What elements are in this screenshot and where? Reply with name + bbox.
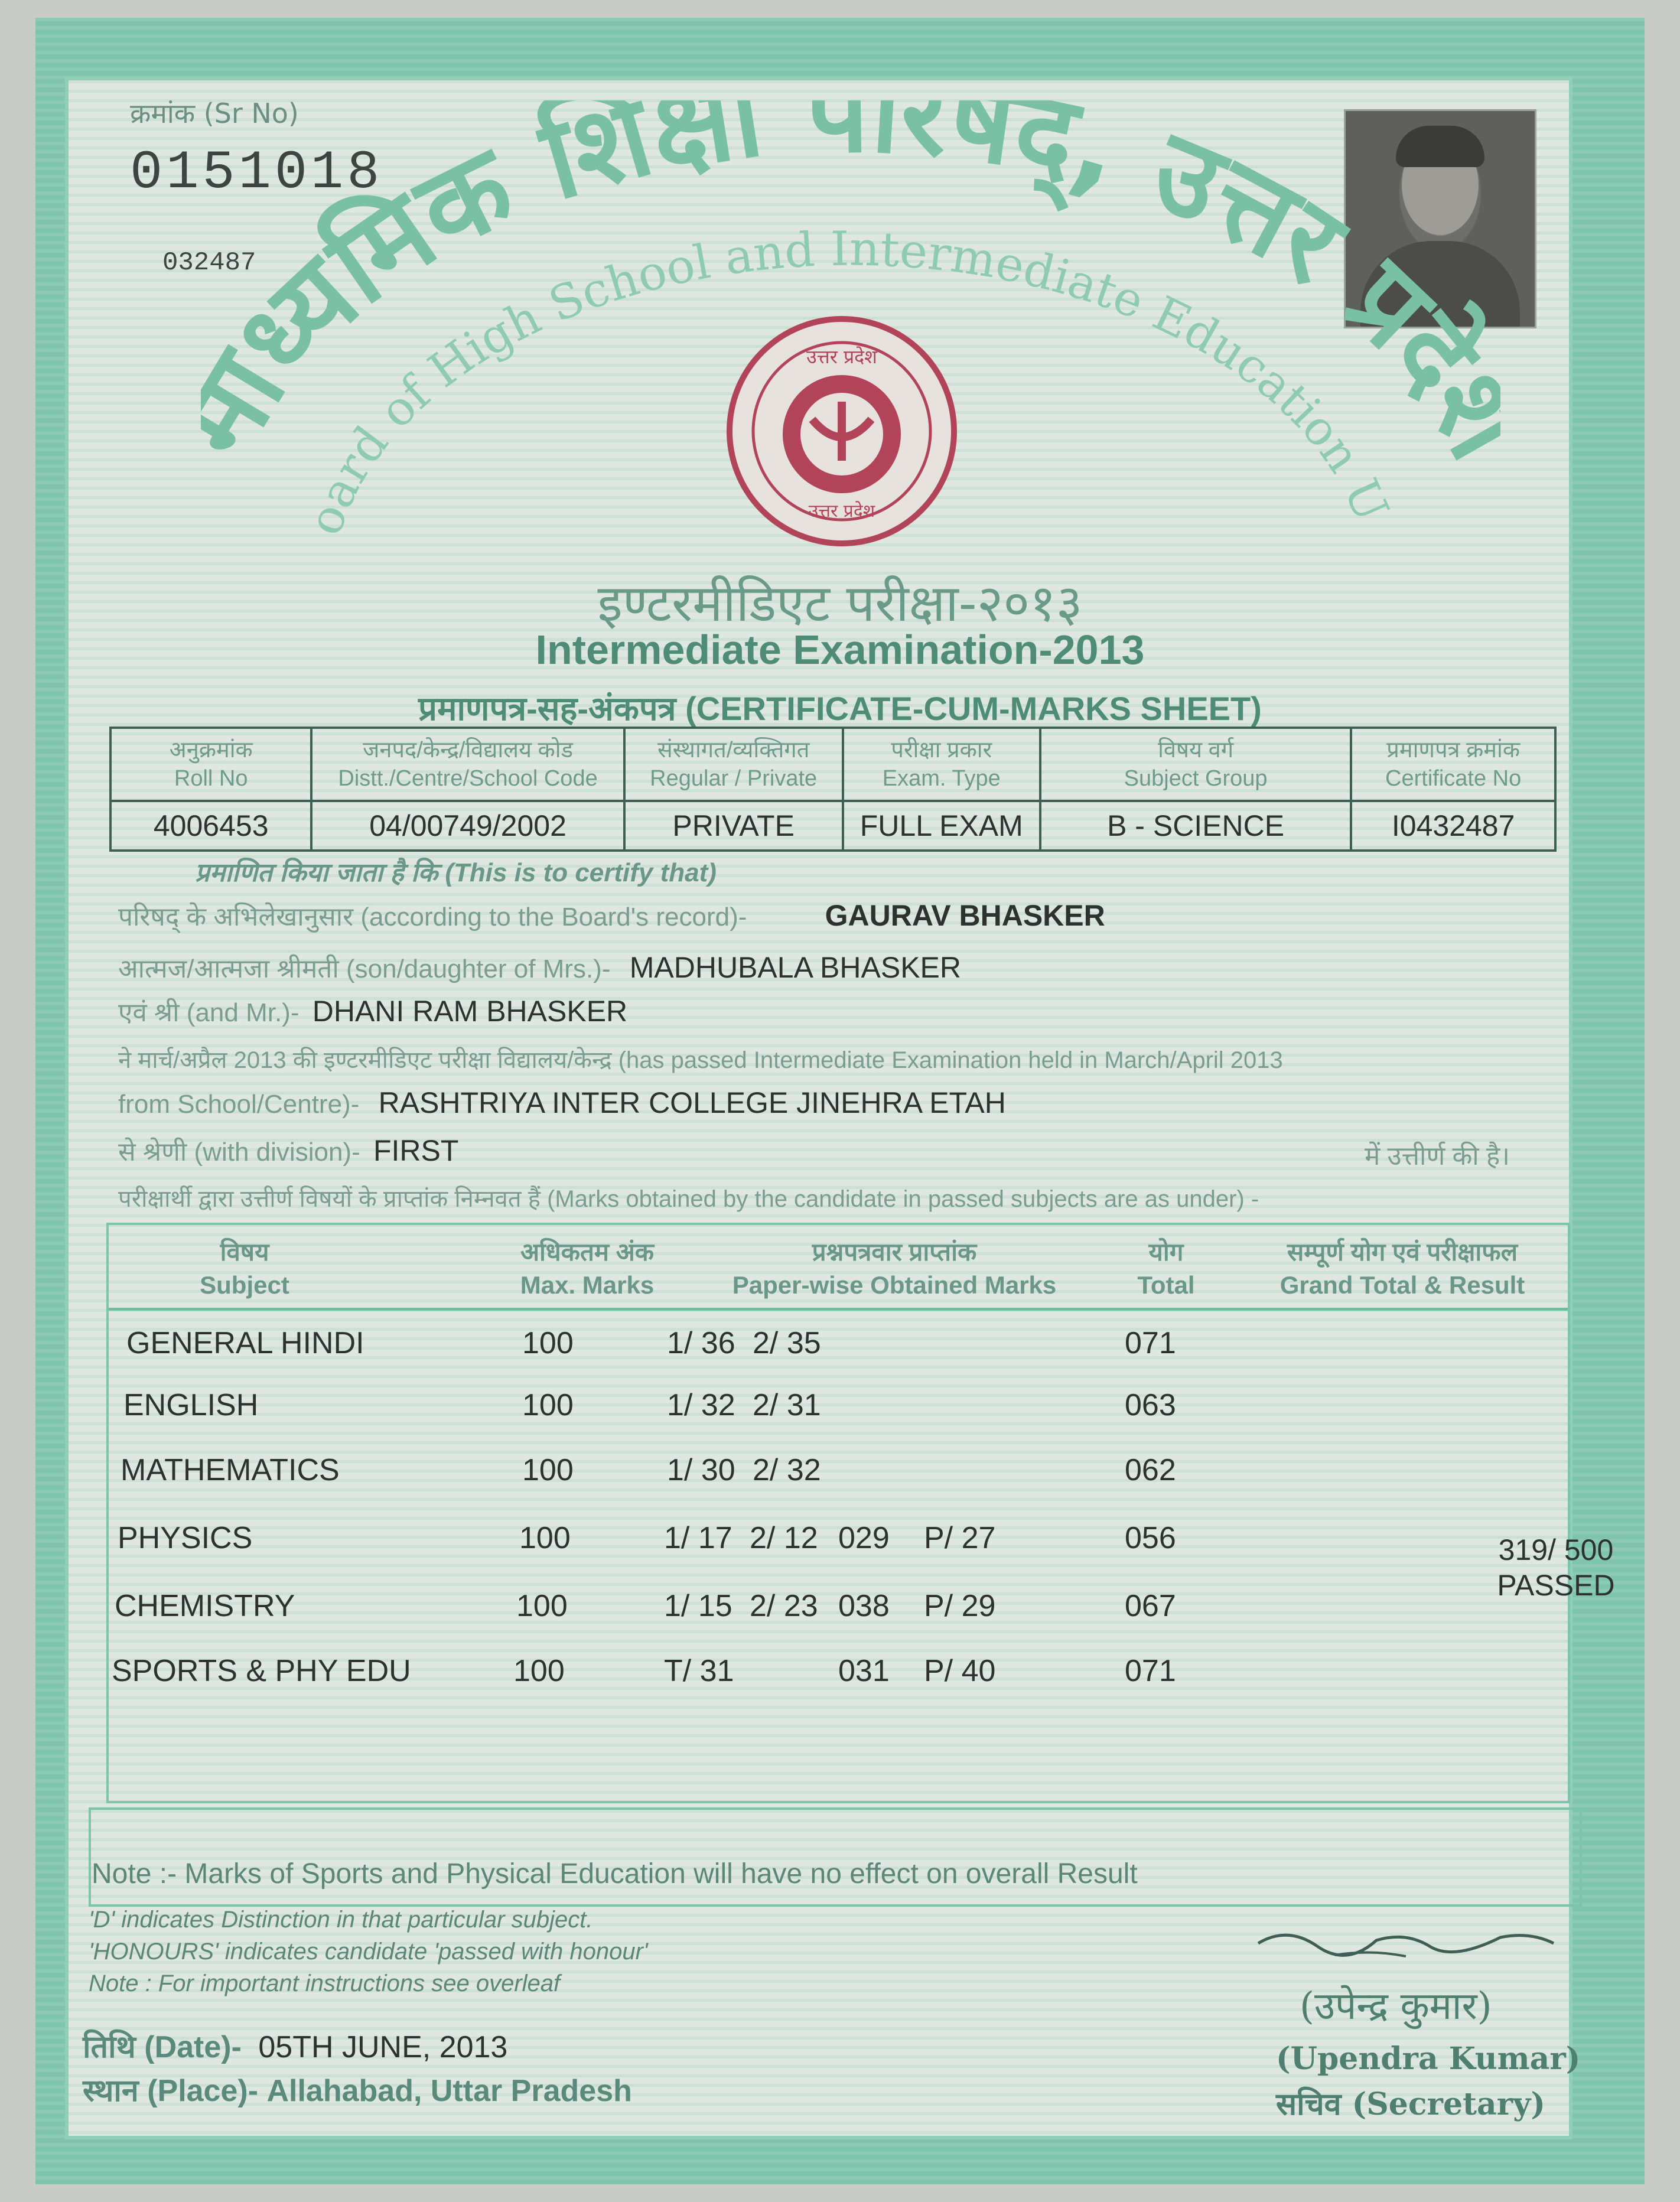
certify-heading: प्रमाणित किया जाता है कि (This is to certify that) — [195, 858, 717, 887]
board-name-english: oard of High School and Intermediate Education U — [297, 221, 1398, 542]
paper-1: 1/ 17 — [664, 1521, 732, 1555]
issue-date: 05TH JUNE, 2013 — [258, 2030, 508, 2064]
reference-number: 032487 — [162, 248, 256, 278]
paper-1: 1/ 30 — [667, 1453, 735, 1487]
paper-2: 2/ 12 — [750, 1521, 818, 1555]
grand-total: 319/ 500 — [1498, 1533, 1614, 1566]
subject-group-header: विषय वर्ग Subject Group — [1040, 728, 1351, 801]
marks-row-general-hindi — [109, 1325, 1568, 1390]
max-marks: 100 — [522, 1326, 574, 1360]
marks-row-english — [109, 1387, 1568, 1452]
emblem-top-text: उत्तर प्रदेश — [806, 346, 877, 368]
subject-name: GENERAL HINDI — [126, 1326, 364, 1360]
max-marks: 100 — [513, 1654, 565, 1688]
school-code-header: जनपद/केन्द्र/विद्यालय कोड Distt./Centre/School Code — [311, 728, 624, 801]
paper-1: 1/ 36 — [667, 1326, 735, 1360]
subject-name: CHEMISTRY — [115, 1589, 295, 1623]
father-name-label: एवं श्री (and Mr.)- — [118, 998, 299, 1027]
honours-note: 'HONOURS' indicates candidate 'passed with honour' — [89, 1939, 648, 1965]
marks-intro: परीक्षार्थी द्वारा उत्तीर्ण विषयों के प्राप्तांक निम्नवत हैं (Marks obtained by the candidate in passed subjects are as under) - — [118, 1186, 1259, 1212]
subject-total: 071 — [1125, 1326, 1176, 1360]
up-emblem — [724, 313, 960, 549]
subject-column-header: विषय Subject — [200, 1238, 289, 1299]
division-line — [118, 1133, 458, 1168]
paper-2: 2/ 23 — [750, 1589, 818, 1623]
regular-private-value: PRIVATE — [624, 801, 843, 851]
sports-note: Note :- Marks of Sports and Physical Education will have no effect on overall Result — [92, 1858, 1138, 1890]
paper-2: 2/ 35 — [753, 1326, 821, 1360]
certificate-no-value: I0432487 — [1351, 801, 1555, 851]
paper-marks-column-header: प्रश्नपत्रवार प्राप्तांक Paper-wise Obtained Marks — [732, 1238, 1057, 1299]
practical: P/ 40 — [924, 1654, 996, 1688]
certificate-title: प्रमाणपत्र-सह-अंकपत्र (CERTIFICATE-CUM-MARKS SHEET) — [418, 690, 1262, 727]
max-marks: 100 — [522, 1453, 574, 1487]
candidate-info-table — [109, 727, 1557, 852]
passed-statement: ने मार्च/अप्रैल 2013 की इण्टरमीडिएट परीक्षा विद्यालय/केन्द्र (has passed Intermediate Examination held in March/April 2013 — [118, 1047, 1283, 1073]
date-line — [83, 2025, 507, 2067]
practical: P/ 29 — [924, 1589, 996, 1623]
paper-2: 2/ 32 — [753, 1453, 821, 1487]
subject-total: 071 — [1125, 1654, 1176, 1688]
paper-1: 1/ 32 — [667, 1388, 735, 1422]
exam-type-header: परीक्षा प्रकार Exam. Type — [843, 728, 1040, 801]
signatory-name-english: (Upendra Kumar) — [1276, 2041, 1581, 2077]
board-name-hindi: ध्यमिक शिक्षा परिषद्, उत्तर प्रदे — [210, 100, 1500, 418]
subject-total: 056 — [1125, 1521, 1176, 1555]
paper-1: 1/ 15 — [664, 1589, 732, 1623]
school-line — [118, 1086, 1006, 1120]
paper-2: 2/ 31 — [753, 1388, 821, 1422]
subject-name: MATHEMATICS — [121, 1453, 340, 1487]
roll-no-header: अनुक्रमांक Roll No — [110, 728, 311, 801]
candidate-name: GAURAV BHASKER — [825, 899, 1105, 932]
division-value: FIRST — [373, 1134, 459, 1167]
max-marks: 100 — [522, 1388, 574, 1422]
place-label: स्थान (Place)- — [83, 2074, 259, 2108]
roll-no-value: 4006453 — [110, 801, 311, 851]
mother-name: MADHUBALA BHASKER — [629, 951, 962, 984]
max-marks: 100 — [519, 1521, 571, 1555]
candidate-name-line — [118, 898, 1105, 933]
practical: P/ 27 — [924, 1521, 996, 1555]
max-marks: 100 — [516, 1589, 568, 1623]
division-suffix: में उत्तीर्ण की है। — [1365, 1142, 1510, 1171]
school-label: from School/Centre)- — [118, 1090, 360, 1119]
regular-private-header: संस्थागत/व्यक्तिगत Regular / Private — [624, 728, 843, 801]
secretary-signature — [1252, 1920, 1559, 1967]
serial-label: क्रमांक (Sr No) — [130, 97, 299, 129]
paper-1: T/ 31 — [664, 1654, 734, 1688]
distinction-note: 'D' indicates Distinction in that particular subject. — [89, 1907, 593, 1933]
subject-group-value: B - SCIENCE — [1040, 801, 1351, 851]
subject-name: PHYSICS — [118, 1521, 253, 1555]
marks-row-sports — [109, 1653, 1568, 1718]
mother-name-label: आत्मज/आत्मजा श्रीमती (son/daughter of Mrs.)- — [118, 955, 611, 983]
date-label: तिथि (Date)- — [83, 2030, 242, 2064]
school-name: RASHTRIYA INTER COLLEGE JINEHRA ETAH — [378, 1086, 1006, 1119]
paper-3: 038 — [838, 1589, 890, 1623]
instructions-note: Note : For important instructions see overleaf — [89, 1970, 561, 1996]
exam-title-hindi: इण्टरमीडिएट परीक्षा-२०१३ — [597, 574, 1083, 633]
serial-number: 0151018 — [130, 142, 383, 204]
emblem-bottom-text: उत्तर प्रदेश — [808, 501, 875, 522]
subject-name: ENGLISH — [123, 1388, 259, 1422]
subject-total: 063 — [1125, 1388, 1176, 1422]
exam-title-english: Intermediate Examination-2013 — [535, 627, 1145, 673]
total-column-header: योग Total — [1137, 1238, 1195, 1299]
note-box — [89, 1807, 1582, 1907]
marks-row-physics — [109, 1520, 1568, 1585]
school-code-value: 04/00749/2002 — [311, 801, 624, 851]
exam-type-value: FULL EXAM — [843, 801, 1040, 851]
certificate-no-header: प्रमाणपत्र क्रमांक Certificate No — [1351, 728, 1555, 801]
grand-total-column-header: सम्पूर्ण योग एवं परीक्षाफल Grand Total & Result — [1279, 1238, 1525, 1299]
mother-name-line — [118, 950, 961, 985]
marks-row-chemistry — [109, 1588, 1568, 1653]
father-name: DHANI RAM BHASKER — [312, 995, 628, 1028]
marks-table-header — [109, 1225, 1568, 1311]
max-marks-column-header: अधिकतम अंक Max. Marks — [520, 1238, 655, 1299]
subject-total: 067 — [1125, 1589, 1176, 1623]
place-line — [83, 2069, 632, 2110]
signatory-role: सचिव (Secretary) — [1276, 2086, 1545, 2122]
issue-place: Allahabad, Uttar Pradesh — [266, 2074, 632, 2108]
father-name-line — [118, 993, 627, 1029]
paper-3: 029 — [838, 1521, 890, 1555]
subject-total: 062 — [1125, 1453, 1176, 1487]
grand-total-result — [1438, 1532, 1674, 1603]
signatory-name-hindi: (उपेन्द्र कुमार) — [1300, 1985, 1492, 2028]
marks-row-mathematics — [109, 1452, 1568, 1517]
candidate-name-label: परिषद् के अभिलेखानुसार (according to the Board's record)- — [118, 903, 747, 931]
marks-table — [106, 1223, 1615, 1803]
division-label: से श्रेणी (with division)- — [118, 1138, 360, 1167]
subject-name: SPORTS & PHY EDU — [112, 1654, 411, 1688]
paper-3: 031 — [838, 1654, 890, 1688]
result-status: PASSED — [1497, 1569, 1615, 1602]
